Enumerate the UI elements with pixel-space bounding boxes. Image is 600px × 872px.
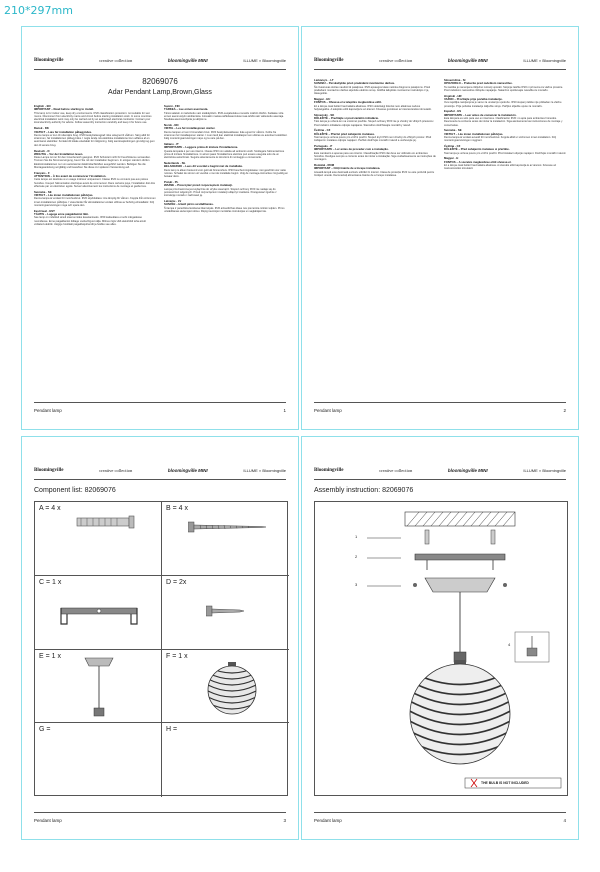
mounting-bracket-icon — [59, 602, 139, 632]
language-warning: SVARĪGI – Izlasīt pirms uzstādīšanas. — [164, 202, 214, 207]
language-warning: DŮLEŽITÉ – Před zahájením instalace si přečtěte. — [444, 147, 510, 152]
glass-shade-icon — [204, 660, 260, 716]
language-warning: BELANGRIJK – Lees dit voordat u begint met de installatie. — [164, 164, 243, 169]
language-warning: OPOZORILO – Preberite pred začetkom namestitve. — [444, 81, 513, 86]
language-warning: DÔLEŽITÉ – Prečítajte si pred začatím inštalácie. — [314, 115, 379, 120]
page-footer — [34, 815, 286, 825]
language-body: Esta lámpara es solo para uso en interiores. Clasificación IP20: no apta para ambientes húmedos. Desconecte la corriente antes de iniciar la instalación. Siga atentamente las instrucciones de montaje y consérvelas. — [444, 116, 563, 127]
language-warning: FONTOS – Olvassa el a telepítés megkezdése előtt. — [314, 100, 382, 105]
language-warning: IMPORTANTE – Ler antes de proceder com a instalação. — [314, 147, 389, 152]
manual-page-3 — [21, 436, 299, 840]
language-section — [164, 124, 288, 140]
language-heading: Slovenščina - SI — [444, 78, 466, 82]
header-divider — [34, 69, 286, 70]
language-section — [314, 114, 436, 127]
language-heading: Lietuvių k. - LT — [314, 78, 334, 82]
language-section — [164, 105, 288, 121]
bloomingville-mini-logo: bloomingville MINI — [167, 57, 208, 63]
language-warning: TÄHTIS – Lugege enne paigaldamist läbi. — [34, 212, 89, 217]
page-number: 1 — [283, 407, 286, 413]
component-cell-b — [162, 502, 289, 576]
language-section — [34, 210, 156, 226]
bloomingville-logo: Bloomingville — [314, 467, 344, 473]
language-heading: Hrvatski - HR — [444, 93, 462, 98]
language-section — [444, 95, 568, 108]
language-body: Denne lampe er kun til indendørs brug. IP20 beskyttelsesgrad: ikke velegnet til vådrum. Sørg altid for strømmen, før installationen påbegyndes. I nogle lande må elektriske installationer kun udføres af en autoriseret elektriker. Kontakt dit lokale elselskab for rådgivning. Følg samlevejledningen grundigt og gem den til senere brug. — [34, 133, 155, 147]
language-section — [164, 162, 288, 178]
step-4-label: 4 — [508, 642, 511, 647]
language-warning: WAŻNE – Przeczytać przed rozpoczęciem instalacji. — [164, 183, 233, 188]
header-divider — [34, 479, 286, 480]
language-warning: VIGTIGT – Læs før installation påbegyndes. — [34, 129, 92, 134]
language-heading: Ćeština - CZ — [444, 144, 461, 149]
language-section — [34, 150, 156, 170]
brand-header — [314, 53, 566, 67]
language-section — [34, 105, 156, 125]
header-divider — [314, 479, 566, 480]
language-heading: Magyar - H — [444, 156, 459, 161]
instructions-column-right — [164, 105, 288, 216]
page-number: 3 — [283, 817, 286, 823]
instructions-column-right — [444, 79, 568, 173]
footer-divider — [314, 812, 566, 813]
creative-collection-logo: creative collection — [379, 467, 413, 473]
header-divider — [314, 69, 566, 70]
component-cell-a — [35, 502, 162, 576]
language-section — [444, 145, 568, 155]
language-warning: DŮLEŽITÉ – Přečíst před zahájením instalace. — [314, 131, 375, 136]
assembly-title: Assembly instruction: 82069076 — [314, 487, 414, 494]
bulb-not-included-note: THE BULB IS NOT INCLUDED — [481, 781, 529, 785]
creative-collection-logo: creative collection — [99, 467, 133, 473]
language-section — [34, 127, 156, 147]
component-label: E = 1 x — [39, 652, 61, 660]
language-section — [314, 79, 436, 95]
language-heading: Română - ROM — [314, 163, 335, 168]
wall-plug-icon — [75, 512, 145, 532]
component-label: A = 4 x — [39, 505, 61, 512]
creative-collection-logo: creative collection — [99, 57, 133, 63]
component-label: G = — [39, 726, 51, 734]
footer-divider — [314, 402, 566, 403]
brand-header — [34, 53, 286, 67]
language-warning: VIKTIGT – Läs innan installationen påbörjas. — [34, 193, 94, 198]
bloomingville-logo: Bloomingville — [34, 467, 64, 473]
language-section — [34, 191, 156, 207]
language-heading: Svenska - SE — [34, 189, 52, 194]
language-warning: FONTOS – A szerelés megkezdése előtt olvassa el. — [444, 159, 512, 164]
language-heading: Svenska - SE — [444, 128, 462, 133]
language-section — [164, 143, 288, 159]
language-body: Denne lampen er kun til innendørs bruk. IP20 beskyttelsesklasse: ikke egnet for våtrom. Koble fra strømmen før installasjonen starter. I noen land kan elektrisk installasjon kun utføres av autorisert elektriker. Følg monteringsanvisningen nøye og ta vare på den. — [164, 130, 288, 141]
language-warning: IMPORTANTE – Leggere prima di iniziare l'installazione. — [164, 145, 239, 150]
component-label: C = 1 x — [39, 578, 62, 586]
language-heading: English - EN — [34, 104, 51, 108]
language-warning: VAŽNO – Pročitajte prije početka instalacije. — [444, 96, 503, 101]
language-section — [164, 200, 288, 213]
component-grid — [34, 501, 288, 796]
bloomingville-mini-logo: bloomingville MINI — [447, 467, 488, 473]
language-body: Denna lampa är endast avsedd för inomhusbruk. Koppla alltid ur strömmen innan installation. Följ monteringsanvisningen noggrant. — [444, 135, 556, 143]
language-warning: IMPORTANTE – Leer antes de comenzar la instalación. — [444, 112, 517, 117]
component-label: B = 4 x — [166, 505, 188, 512]
bloomingville-mini-logo: bloomingville MINI — [447, 57, 488, 63]
language-warning: TÄRKEÄ – Lue ennen asennusta. — [164, 107, 209, 112]
language-heading: Español - ES — [444, 109, 462, 114]
language-heading: Čeština - CZ — [314, 128, 331, 133]
language-body: Diese Lampe ist nur für den Innenbereich geeignet. IP20 Schutzart nicht für Feuchträume verwenden. Trennen Sie die Stromversorgung, bevor Sie mit der Installation beginnen. In einigen Ländern dürfen Elektroinstallationen nur von autorisierten Elektrofachkräften ausgeführt werden. Befolgen Sie die Montageanleitung sorgfältig und bewahren Sie diese zur späteren Verwendung auf. — [34, 156, 151, 170]
language-heading: Slovensky - SK — [314, 112, 335, 117]
component-cell-e — [35, 650, 162, 724]
language-body: Cette lampe est destinée à un usage intérieur uniquement. Classe IP20 ne convient pas aux pièces humides. Coupez l'alimentation électrique avant de commencer. Dans certains pays, l'installation doit être effectuée par un électricien agréé. Suivez attentivement les instructions de montage et gardez-les. — [34, 178, 156, 189]
language-body: Tämä valaisin on tarkoitettu vain sisäkäyttöön. IP20-suojaluokka ei sovellu märkiin tiloihin. Katkaise virta ennen asennustyön aloittamista. Joissakin maissa sähköasennukset saa tehdä vain valtuutettu asentaja. Noudata asennusohjeita ja säilytä ne. — [164, 111, 284, 122]
language-body: Ova svjetiljka namijenjena je samo za unutarnju upotrebu. IP20 stupanj zaštite nije prikladan za vlažne prostorije. Prije početka instalacije isključite struju. Pažljivo slijedite upute za montažu. — [444, 101, 562, 108]
language-body: Deze lamp is alleen bestemd voor gebruik binnenshuis. IP20 beschermingsklasse: niet geschikt voor natte ruimtes. Schakel de stroom uit voordat u met de installatie begint. Volg de montage-instructies zorgvuldig en bewaar deze. — [164, 168, 288, 179]
language-heading: Magyar - HU — [314, 96, 331, 101]
footer-product-label: Pendant lamp — [34, 407, 62, 413]
language-warning: WICHTIG – Vor der Installation lesen. — [34, 151, 84, 156]
language-warning: IMPORTANT – Read before starting to install. — [34, 107, 94, 112]
bloomingville-logo: Bloomingville — [314, 57, 344, 63]
language-heading: Italiano - IT — [164, 141, 179, 146]
language-section — [314, 129, 436, 142]
component-list-title: Component list: 82069076 — [34, 487, 116, 494]
component-cell-g — [35, 723, 162, 797]
language-body: Lampa przeznaczona jest wyłącznie do użytku wewnątrz. Stopień ochrony IP20 nie nadaje się do pomieszczeń wilgotnych. Przed rozpoczęciem instalacji odłączyć zasilanie. Postępować zgodnie z instrukcją montażu i zachować ją. — [164, 187, 277, 198]
language-section — [314, 98, 436, 111]
language-section — [444, 110, 568, 126]
component-label: H = — [166, 726, 178, 734]
assembly-diagram — [314, 501, 568, 796]
small-screw-icon — [206, 604, 246, 618]
language-section — [314, 164, 436, 177]
footer-product-label: Pendant lamp — [314, 817, 342, 823]
language-section — [444, 157, 568, 170]
product-number: 82069076 — [142, 77, 178, 86]
bloomingville-logo: Bloomingville — [34, 57, 64, 63]
language-section — [34, 172, 156, 188]
page-footer — [34, 405, 286, 415]
product-name: Adar Pendant Lamp,Brown,Glass — [108, 89, 212, 96]
language-heading: Nederlands - NL — [164, 160, 186, 165]
illume-logo: ILLUME × Bloomingville — [243, 467, 286, 473]
language-body: Ez a lámpa csak beltéri használatra alkalmas. A szerelés előtt kapcsolja le az áramot. Kövesse az összeszerelési útmutatót. — [444, 164, 557, 171]
screw-icon — [188, 520, 268, 534]
component-label: F = 1 x — [166, 652, 188, 660]
brand-header — [314, 463, 566, 477]
language-heading: Suomi - FIN — [164, 104, 180, 108]
footer-divider — [34, 812, 286, 813]
page-footer — [314, 815, 566, 825]
language-body: Ez a lámpa csak beltéri használatra alkalmas. IP20 védettségi fokozat nem alkalmas nedves helyiségekbe. A telepítés előtt kapcsolja le az áramot. Kövesse gondosan az összeszerelési útmutatót. — [314, 104, 432, 111]
language-warning: VIKTIGT – Läs innan installationen påbörjas. — [444, 131, 504, 136]
manual-page-4 — [301, 436, 579, 840]
language-warning: ATTENTION – À lire avant de commencer l'installation. — [34, 174, 107, 179]
manual-page-2 — [301, 26, 579, 430]
language-warning: IMPORTANT – Citiți înainte de a începe instalarea. — [314, 166, 381, 171]
assembly-illustration — [315, 502, 567, 795]
language-body: This lamp is for indoor use, keep dry environments. IP20 classification protection: not suitable for wet rooms. Disconnect from electricity mains and circuit before starting installation work. In some countries electrical installation work may only be carried out by an authorised electrical contractor. Contact your local electricity authority for advice. Follow assembly instruction carefully and keep it for future use. — [34, 111, 152, 125]
language-heading: Norsk - NO — [164, 122, 179, 127]
canopy-cable-icon — [79, 654, 119, 720]
step-1-label: 1 — [355, 534, 358, 539]
illume-logo: ILLUME × Bloomingville — [243, 57, 286, 63]
language-body: See lamp on mõeldud ainult siseruumides kasutamiseks. IP20 kaitseklass ei sobi märgadesse ruumidesse. Enne paigaldamist lülitage vooluvõrgust välja. Mõnes riigis võib elektritöid teha ainult volitatud elektrik. Järgige hoolikalt paigaldusjuhendit ja hoidke see alles. — [34, 216, 146, 226]
language-heading: Eesti keel - EST — [34, 208, 55, 213]
page-number: 2 — [563, 407, 566, 413]
language-heading: Polski - PL — [164, 179, 179, 184]
language-section — [444, 79, 568, 92]
instructions-column-left — [34, 105, 156, 229]
language-section — [314, 145, 436, 161]
language-body: Ta svetilka je namenjena izključno notranji uporabi. Stopnja zaščite IP20 ni primerna za vlažne prostore. Pred začetkom namestitve izklopite napajanje. Natančno upoštevajte navodila za montažo. — [444, 85, 564, 92]
language-body: Šis šviestuvas skirtas naudoti tik patalpose. IP20 apsaugos klasė netinka drėgnoms patalpoms. Prieš pradėdami montavimo darbus atjunkite elektros srovę. Atidžiai laikykitės montavimo instrukcijos ir ją išsaugokite. — [314, 85, 431, 96]
page-footer — [314, 405, 566, 415]
language-heading: Deutsch - D — [34, 148, 50, 153]
illume-logo: ILLUME × Bloomingville — [523, 467, 566, 473]
language-heading: Dansk - DK — [34, 126, 49, 131]
bloomingville-mini-logo: bloomingville MINI — [167, 467, 208, 473]
page-size-label: 210*297mm — [4, 4, 73, 17]
component-cell-f — [162, 650, 289, 724]
language-section — [444, 129, 568, 142]
language-heading: Português - P — [314, 144, 333, 149]
language-body: Questa lampada è per uso interno. Classe IP20 non adatta ad ambienti umidi. Scollegare l'alimentazione prima di iniziare l'installazione. In alcuni paesi l'installazione elettrica può essere eseguita solo da un elettricista autorizzato. Seguire attentamente le istruzioni di montaggio e conservarle. — [164, 149, 285, 160]
step-2-label: 2 — [355, 554, 358, 559]
component-cell-d — [162, 576, 289, 650]
creative-collection-logo: creative collection — [379, 57, 413, 63]
brand-header — [34, 463, 286, 477]
footer-product-label: Pendant lamp — [314, 407, 342, 413]
language-body: Tato lampa je určena pouze pro vnitřní použití. Před instalací odpojte napájení. Dodržujte montážní návod. — [444, 151, 566, 155]
page-number: 4 — [563, 817, 566, 823]
illume-logo: ILLUME × Bloomingville — [523, 57, 566, 63]
language-warning: SVARBU – Perskaitykite prieš pradėdami montavimo darbus. — [314, 81, 395, 86]
language-heading: Latviešu - LV — [164, 198, 182, 203]
language-body: Táto lampa je určená len na vnútorné použitie. Stupeň ochrany IP20 nie je vhodný do vlhkých priestorov. Pred začatím inštalácie odpojte napájanie. Starostlivo dodržiavajte montážny návod. — [314, 120, 434, 127]
language-warning: VIKTIG – Les før installasjonen starter. — [164, 126, 216, 131]
component-label: D = 2x — [166, 578, 187, 586]
manual-page-1 — [21, 26, 299, 430]
component-cell-h — [162, 723, 289, 797]
component-cell-c — [35, 576, 162, 650]
language-body: Šī lampa ir paredzēta lietošanai tikai telpās. IP20 aizsardzības klase nav piemērota mitrām telpām. Pirms uzstādīšanas atvienojiet strāvu. Rūpīgi ievērojiet montāžas instrukcijas un saglabājiet tās. — [164, 206, 285, 213]
language-body: Este candeeiro é apenas para uso interior. Classificação IP20 não deve ser utilizado em ambientes húmidos. Desligue sempre a corrente antes de iniciar a instalação. Siga cuidadosamente as instruções de montagem. — [314, 151, 436, 162]
language-heading: Français - F — [34, 170, 50, 175]
step-3-label: 3 — [355, 582, 358, 587]
footer-divider — [34, 402, 286, 403]
language-body: Denna lampa är endast för inomhusbruk. IP20 skyddsklass: inte lämplig för våtrum. Koppla från strömmen innan installationen påbörjas. I vissa länder får elinstallationer endast utföras av behörig elinstallatör. Följ monteringsanvisningen noga och spara den. — [34, 197, 156, 208]
instructions-column-left — [314, 79, 436, 180]
footer-product-label: Pendant lamp — [34, 817, 62, 823]
language-body: Această lampă este destinată exclusiv utilizării în interior. Clasa de protecție IP20 nu este potrivită pentru încăperi umede. Deconectați alimentarea înainte de a începe instalarea. — [314, 170, 435, 177]
language-section — [164, 181, 288, 197]
language-body: Tato lampa je určena pouze pro vnitřní použití. Stupeň krytí IP20 není vhodný do vlhkých prostor. Před zahájením instalace odpojte napájení. Pečlivě dodržujte montážní návod a uschovejte jej. — [314, 135, 432, 143]
